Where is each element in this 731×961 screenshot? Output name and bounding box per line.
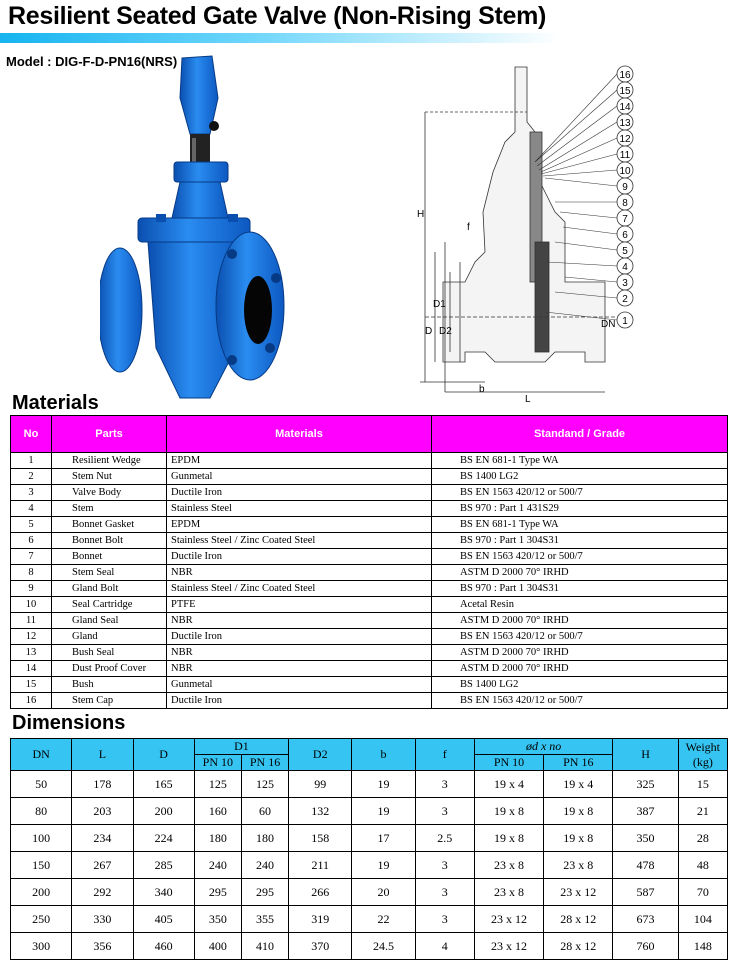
table-cell: 224 [133,825,194,852]
header-bolts-pn10: PN 10 [474,755,543,771]
cell-standard: BS 970 : Part 1 304S31 [432,533,728,549]
table-cell: 15 [678,771,727,798]
header-parts: Parts [52,416,167,453]
table-cell: 405 [133,906,194,933]
table-cell: 28 x 12 [544,906,613,933]
table-cell: 292 [72,879,133,906]
cell-no: 10 [11,597,52,613]
table-cell: 3 [415,798,474,825]
cell-material: Ductile Iron [167,629,432,645]
table-row [11,533,728,549]
table-cell: 150 [11,852,72,879]
cell-part: Resilient Wedge [52,453,167,469]
table-cell: 387 [613,798,678,825]
cell-part: Gland Seal [52,613,167,629]
table-row [11,613,728,629]
cell-material: Gunmetal [167,677,432,693]
table-cell: 23 x 8 [544,852,613,879]
table-cell: 178 [72,771,133,798]
svg-text:16: 16 [619,70,631,81]
table-cell: 355 [241,906,288,933]
cell-material: Stainless Steel / Zinc Coated Steel [167,581,432,597]
table-cell: 340 [133,879,194,906]
table-cell: 19 [352,798,415,825]
cell-standard: BS EN 681-1 Type WA [432,517,728,533]
table-cell: 587 [613,879,678,906]
table-cell: 350 [194,906,241,933]
table-row [11,645,728,661]
cell-no: 12 [11,629,52,645]
table-cell: 125 [194,771,241,798]
cell-material: PTFE [167,597,432,613]
model-label: Model : DIG-F-D-PN16(NRS) [6,54,178,69]
svg-text:H: H [417,209,425,220]
header-materials: Materials [167,416,432,453]
table-cell: 3 [415,771,474,798]
materials-heading: Materials [12,392,99,414]
table-cell: 50 [11,771,72,798]
table-cell: 19 x 4 [544,771,613,798]
dimensions-header-row [11,739,728,755]
table-cell: 370 [289,933,352,960]
cell-standard: ASTM D 2000 70° IRHD [432,661,728,677]
table-cell: 234 [72,825,133,852]
cell-material: Ductile Iron [167,485,432,501]
table-row [11,906,728,933]
table-cell: 80 [11,798,72,825]
svg-text:D: D [425,326,433,337]
cell-part: Stem Cap [52,693,167,709]
cell-part: Stem Seal [52,565,167,581]
header-bolt-holes: ød x no [474,739,613,755]
table-cell: 180 [241,825,288,852]
cell-material: Ductile Iron [167,693,432,709]
table-cell: 266 [289,879,352,906]
table-row [11,771,728,798]
table-cell: 240 [194,852,241,879]
svg-text:13: 13 [619,118,631,129]
table-cell: 60 [241,798,288,825]
header-b: b [352,739,415,771]
cell-no: 6 [11,533,52,549]
cell-no: 4 [11,501,52,517]
table-row [11,549,728,565]
table-cell: 300 [11,933,72,960]
table-cell: 400 [194,933,241,960]
cell-part: Seal Cartridge [52,597,167,613]
header-d2: D2 [289,739,352,771]
table-row [11,677,728,693]
table-cell: 3 [415,852,474,879]
cell-part: Stem Nut [52,469,167,485]
table-cell: 250 [11,906,72,933]
title-underline-bar [0,33,560,43]
cell-material: NBR [167,565,432,581]
cross-section-drawing [405,62,655,407]
table-cell: 285 [133,852,194,879]
svg-text:12: 12 [619,134,631,145]
cell-standard: BS EN 681-1 Type WA [432,453,728,469]
header-d1-pn10: PN 10 [194,755,241,771]
table-cell: 211 [289,852,352,879]
svg-text:L: L [525,394,531,405]
header-bolts-pn16: PN 16 [544,755,613,771]
table-cell: 410 [241,933,288,960]
cell-no: 15 [11,677,52,693]
table-cell: 20 [352,879,415,906]
table-cell: 23 x 12 [544,879,613,906]
table-cell: 148 [678,933,727,960]
cell-material: NBR [167,645,432,661]
cell-part: Bonnet Gasket [52,517,167,533]
table-cell: 132 [289,798,352,825]
materials-table [10,415,728,709]
svg-text:f: f [467,222,470,233]
table-cell: 160 [194,798,241,825]
table-cell: 267 [72,852,133,879]
header-d: D [133,739,194,771]
table-cell: 19 x 4 [474,771,543,798]
table-cell: 325 [613,771,678,798]
table-cell: 673 [613,906,678,933]
cell-material: Stainless Steel / Zinc Coated Steel [167,533,432,549]
cell-part: Gland Bolt [52,581,167,597]
table-cell: 19 x 8 [474,825,543,852]
table-row [11,485,728,501]
cell-part: Dust Proof Cover [52,661,167,677]
svg-text:b: b [479,384,485,395]
table-cell: 19 x 8 [544,798,613,825]
table-cell: 23 x 8 [474,879,543,906]
svg-text:1: 1 [622,316,628,327]
header-weight: Weight (kg) [678,739,727,771]
table-cell: 17 [352,825,415,852]
table-cell: 23 x 12 [474,906,543,933]
cell-material: NBR [167,661,432,677]
header-dn: DN [11,739,72,771]
table-row [11,453,728,469]
table-row [11,933,728,960]
table-row [11,852,728,879]
table-cell: 3 [415,879,474,906]
table-cell: 180 [194,825,241,852]
header-d1-pn16: PN 16 [241,755,288,771]
table-cell: 319 [289,906,352,933]
cell-no: 8 [11,565,52,581]
svg-text:8: 8 [622,198,628,209]
cell-no: 13 [11,645,52,661]
cell-part: Bonnet Bolt [52,533,167,549]
table-cell: 760 [613,933,678,960]
table-cell: 125 [241,771,288,798]
svg-text:D1: D1 [433,299,446,310]
table-cell: 48 [678,852,727,879]
cell-no: 3 [11,485,52,501]
table-cell: 19 [352,852,415,879]
page-title: Resilient Seated Gate Valve (Non-Rising Stem) [8,2,547,30]
table-row [11,565,728,581]
svg-text:11: 11 [619,150,631,161]
cell-part: Valve Body [52,485,167,501]
table-cell: 203 [72,798,133,825]
svg-text:5: 5 [622,246,628,257]
table-cell: 295 [194,879,241,906]
cell-standard: BS 970 : Part 1 431S29 [432,501,728,517]
table-cell: 2.5 [415,825,474,852]
header-no: No [11,416,52,453]
table-row [11,879,728,906]
cell-standard: BS EN 1563 420/12 or 500/7 [432,693,728,709]
cell-material: Ductile Iron [167,549,432,565]
cell-no: 14 [11,661,52,677]
table-cell: 200 [11,879,72,906]
svg-text:6: 6 [622,230,628,241]
table-cell: 21 [678,798,727,825]
valve-photo [100,48,290,408]
svg-text:10: 10 [619,166,631,177]
cell-standard: BS 1400 LG2 [432,469,728,485]
table-cell: 104 [678,906,727,933]
table-cell: 200 [133,798,194,825]
cell-no: 5 [11,517,52,533]
cell-no: 1 [11,453,52,469]
svg-text:D2: D2 [439,326,452,337]
table-cell: 28 [678,825,727,852]
cell-part: Stem [52,501,167,517]
svg-text:14: 14 [619,102,631,113]
table-row [11,825,728,852]
table-cell: 99 [289,771,352,798]
dimensions-heading: Dimensions [12,712,126,734]
header-l: L [72,739,133,771]
table-row [11,469,728,485]
table-cell: 24.5 [352,933,415,960]
table-cell: 350 [613,825,678,852]
cell-material: Gunmetal [167,469,432,485]
cell-standard: BS EN 1563 420/12 or 500/7 [432,629,728,645]
header-h: H [613,739,678,771]
cell-standard: BS EN 1563 420/12 or 500/7 [432,549,728,565]
cell-standard: BS 970 : Part 1 304S31 [432,581,728,597]
svg-text:3: 3 [622,278,628,289]
cell-material: EPDM [167,517,432,533]
table-cell: 356 [72,933,133,960]
cell-part: Bush Seal [52,645,167,661]
table-cell: 19 x 8 [474,798,543,825]
cell-standard: Acetal Resin [432,597,728,613]
svg-text:9: 9 [622,182,628,193]
cell-material: EPDM [167,453,432,469]
table-cell: 19 [352,771,415,798]
table-row [11,661,728,677]
table-row [11,597,728,613]
table-row [11,798,728,825]
table-cell: 330 [72,906,133,933]
cell-no: 7 [11,549,52,565]
svg-text:7: 7 [622,214,628,225]
table-cell: 100 [11,825,72,852]
table-cell: 158 [289,825,352,852]
table-cell: 165 [133,771,194,798]
header-standard: Standand / Grade [432,416,728,453]
table-cell: 240 [241,852,288,879]
svg-text:2: 2 [622,294,628,305]
table-row [11,629,728,645]
table-row [11,501,728,517]
table-row [11,517,728,533]
table-cell: 28 x 12 [544,933,613,960]
table-cell: 23 x 8 [474,852,543,879]
table-cell: 19 x 8 [544,825,613,852]
table-cell: 4 [415,933,474,960]
cell-part: Bonnet [52,549,167,565]
header-f: f [415,739,474,771]
svg-text:15: 15 [619,86,631,97]
cell-standard: BS 1400 LG2 [432,677,728,693]
cell-part: Bush [52,677,167,693]
cell-standard: BS EN 1563 420/12 or 500/7 [432,485,728,501]
dimensions-table [10,738,728,960]
table-cell: 478 [613,852,678,879]
cell-standard: ASTM D 2000 70° IRHD [432,565,728,581]
table-cell: 23 x 12 [474,933,543,960]
cell-part: Gland [52,629,167,645]
svg-text:DN: DN [601,319,616,330]
header-d1: D1 [194,739,288,755]
svg-text:4: 4 [622,262,628,273]
table-cell: 3 [415,906,474,933]
cell-no: 11 [11,613,52,629]
materials-header-row [11,416,728,453]
cell-no: 9 [11,581,52,597]
table-cell: 22 [352,906,415,933]
cell-material: NBR [167,613,432,629]
table-cell: 70 [678,879,727,906]
cell-standard: ASTM D 2000 70° IRHD [432,613,728,629]
cell-no: 2 [11,469,52,485]
table-row [11,581,728,597]
table-cell: 295 [241,879,288,906]
cell-no: 16 [11,693,52,709]
table-row [11,693,728,709]
cell-material: Stainless Steel [167,501,432,517]
cell-standard: ASTM D 2000 70° IRHD [432,645,728,661]
table-cell: 460 [133,933,194,960]
